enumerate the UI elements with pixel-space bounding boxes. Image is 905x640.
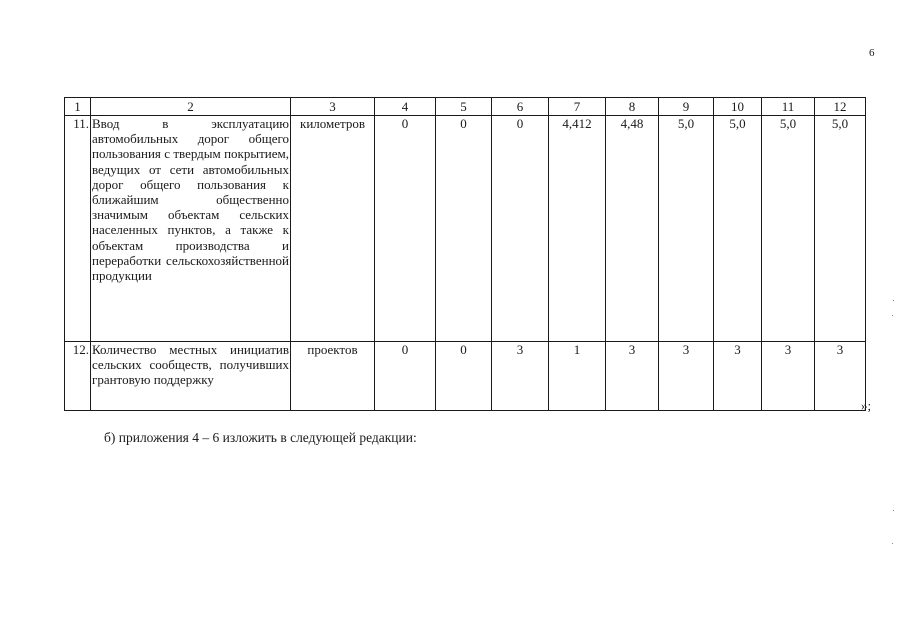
header-cell: 9: [659, 98, 714, 116]
header-cell: 11: [762, 98, 815, 116]
indicator-description: Количество местных инициатив сельских сообществ, получивших грантовую поддержку: [91, 342, 291, 411]
value-cell: 5,0: [762, 116, 815, 342]
value-cell: 0: [436, 342, 492, 411]
header-cell: 7: [549, 98, 606, 116]
value-cell: 0: [436, 116, 492, 342]
scan-speck: [893, 300, 894, 301]
scan-speck: [892, 315, 893, 316]
header-cell: 12: [815, 98, 866, 116]
value-cell: 0: [492, 116, 549, 342]
header-cell: 2: [91, 98, 291, 116]
header-cell: 5: [436, 98, 492, 116]
value-cell: 3: [606, 342, 659, 411]
row-number: 12.: [65, 342, 91, 411]
table-row: [65, 116, 866, 342]
value-cell: 5,0: [815, 116, 866, 342]
header-cell: 3: [291, 98, 375, 116]
value-cell: 4,48: [606, 116, 659, 342]
value-cell: 5,0: [714, 116, 762, 342]
indicator-description: Ввод в эксплуатацию автомобильных дорог общего пользования с твердым покрытием, ведущих от сети автомобильных дорог общего пользования к ближайшим общественно значимым объектам сельских населенных пунктов, а также к объектам производства и переработки сельскохозяйственной продукции: [91, 116, 291, 342]
scan-speck: [892, 543, 893, 544]
value-cell: 3: [714, 342, 762, 411]
unit-cell: проектов: [291, 342, 375, 411]
header-cell: 6: [492, 98, 549, 116]
header-cell: 8: [606, 98, 659, 116]
value-cell: 3: [762, 342, 815, 411]
amendment-paragraph: б) приложения 4 – 6 изложить в следующей редакции:: [104, 430, 417, 445]
value-cell: 3: [659, 342, 714, 411]
table-row: [65, 342, 866, 411]
indicators-table: [64, 97, 866, 411]
unit-cell: километров: [291, 116, 375, 342]
closing-quote: »;: [861, 398, 872, 413]
value-cell: 0: [375, 342, 436, 411]
page-number: 6: [869, 47, 875, 59]
row-number: 11.: [65, 116, 91, 342]
header-cell: 1: [65, 98, 91, 116]
scan-speck: [893, 510, 894, 511]
value-cell: 0: [375, 116, 436, 342]
header-cell: 4: [375, 98, 436, 116]
value-cell: 1: [549, 342, 606, 411]
value-cell: 5,0: [659, 116, 714, 342]
header-cell: 10: [714, 98, 762, 116]
value-cell: 4,412: [549, 116, 606, 342]
table-header-row: [65, 98, 866, 116]
value-cell: 3: [492, 342, 549, 411]
value-cell: 3: [815, 342, 866, 411]
